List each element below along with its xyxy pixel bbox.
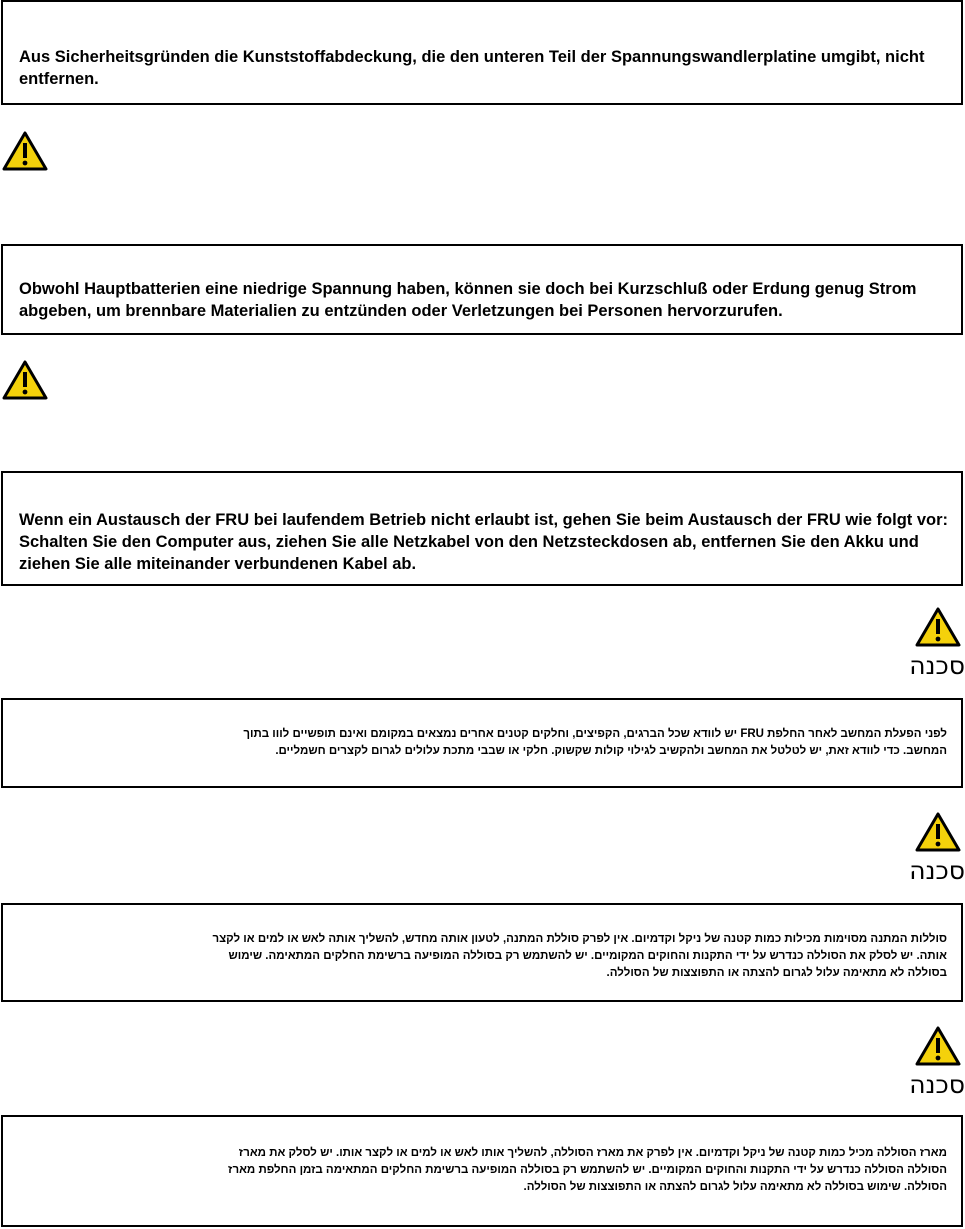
notice-box: [1, 903, 963, 1002]
notice-text: לפני הפעלת המחשב לאחר החלפת FRU יש לוודא שכל הברגים, הקפיצים, וחלקים קטנים אחרים נמצאים במקומם ואינם תופשיים לווו בתוך המחשב. כדי לוודא זאת, יש לטלטל את המחשב ולהקשיב לגילוי קולות שקשוק. חלקי או שבבי מתכת עלולים לגרום לקצרים חשמליים.: [243, 728, 947, 757]
danger-label: סכנה: [909, 651, 965, 680]
notice-text: Obwohl Hauptbatterien eine niedrige Spannung haben, können sie doch bei Kurzschluß oder Erdung genug Strom abgeben, um brennbare Materialien zu entzünden oder Verletzungen bei Personen hervorzurufen.: [19, 280, 917, 320]
warning-triangle-icon: [915, 606, 961, 648]
notice-box: [1, 1115, 963, 1227]
notice-box: [1, 471, 963, 586]
notice-text: מארז הסוללה מכיל כמות קטנה של ניקל וקדמיום. אין לפרק את מארז הסוללה, להשליך אותו לאש או למים או לקצר אותו. יש לסלק את מארז הסוללה הסוללה כנדרש על ידי התקנות והחוקים המקומיים. יש להשתמש רק בסוללה המופיעה ברשימת החלקים המתאימה בזמן החלפת מארז הסוללה. שימוש בסוללה לא מתאימה עלול לגרום להצתה או התפוצצות של הסוללה.: [228, 1147, 947, 1193]
warning-triangle-icon: [2, 130, 48, 172]
warning-triangle-icon: [2, 359, 48, 401]
warning-triangle-icon: [915, 811, 961, 853]
notice-box: [1, 244, 963, 335]
notice-text: Wenn ein Austausch der FRU bei laufendem Betrieb nicht erlaubt ist, gehen Sie beim Austausch der FRU wie folgt vor: Schalten Sie den Computer aus, ziehen Sie alle Netzkabel von den Netzsteckdosen ab, entfernen Sie den Akku und ziehen Sie alle miteinander verbundenen Kabel ab.: [19, 511, 949, 573]
notice-box: [1, 0, 963, 105]
notice-text: Aus Sicherheitsgründen die Kunststoffabdeckung, die den unteren Teil der Spannungswandlerplatine umgibt, nicht entfernen.: [19, 48, 925, 88]
warning-triangle-icon: [915, 1025, 961, 1067]
danger-label: סכנה: [909, 1070, 965, 1099]
notice-box: [1, 698, 963, 788]
notice-text: סוללות המתנה מסוימות מכילות כמות קטנה של ניקל וקדמיום. אין לפרק סוללת המתנה, לטעון אותה מחדש, להשליך אותה לאש או למים או לקצר אותה. יש לסלק את הסוללה כנדרש על ידי התקנות והחוקים המקומיים. יש להשתמש רק בסוללה המופיעה ברשימת החלקים המתאימה. שימוש בסוללה לא מתאימה עלול לגרום להצתה או התפוצצות של הסוללה.: [212, 933, 947, 979]
danger-label: סכנה: [909, 856, 965, 885]
